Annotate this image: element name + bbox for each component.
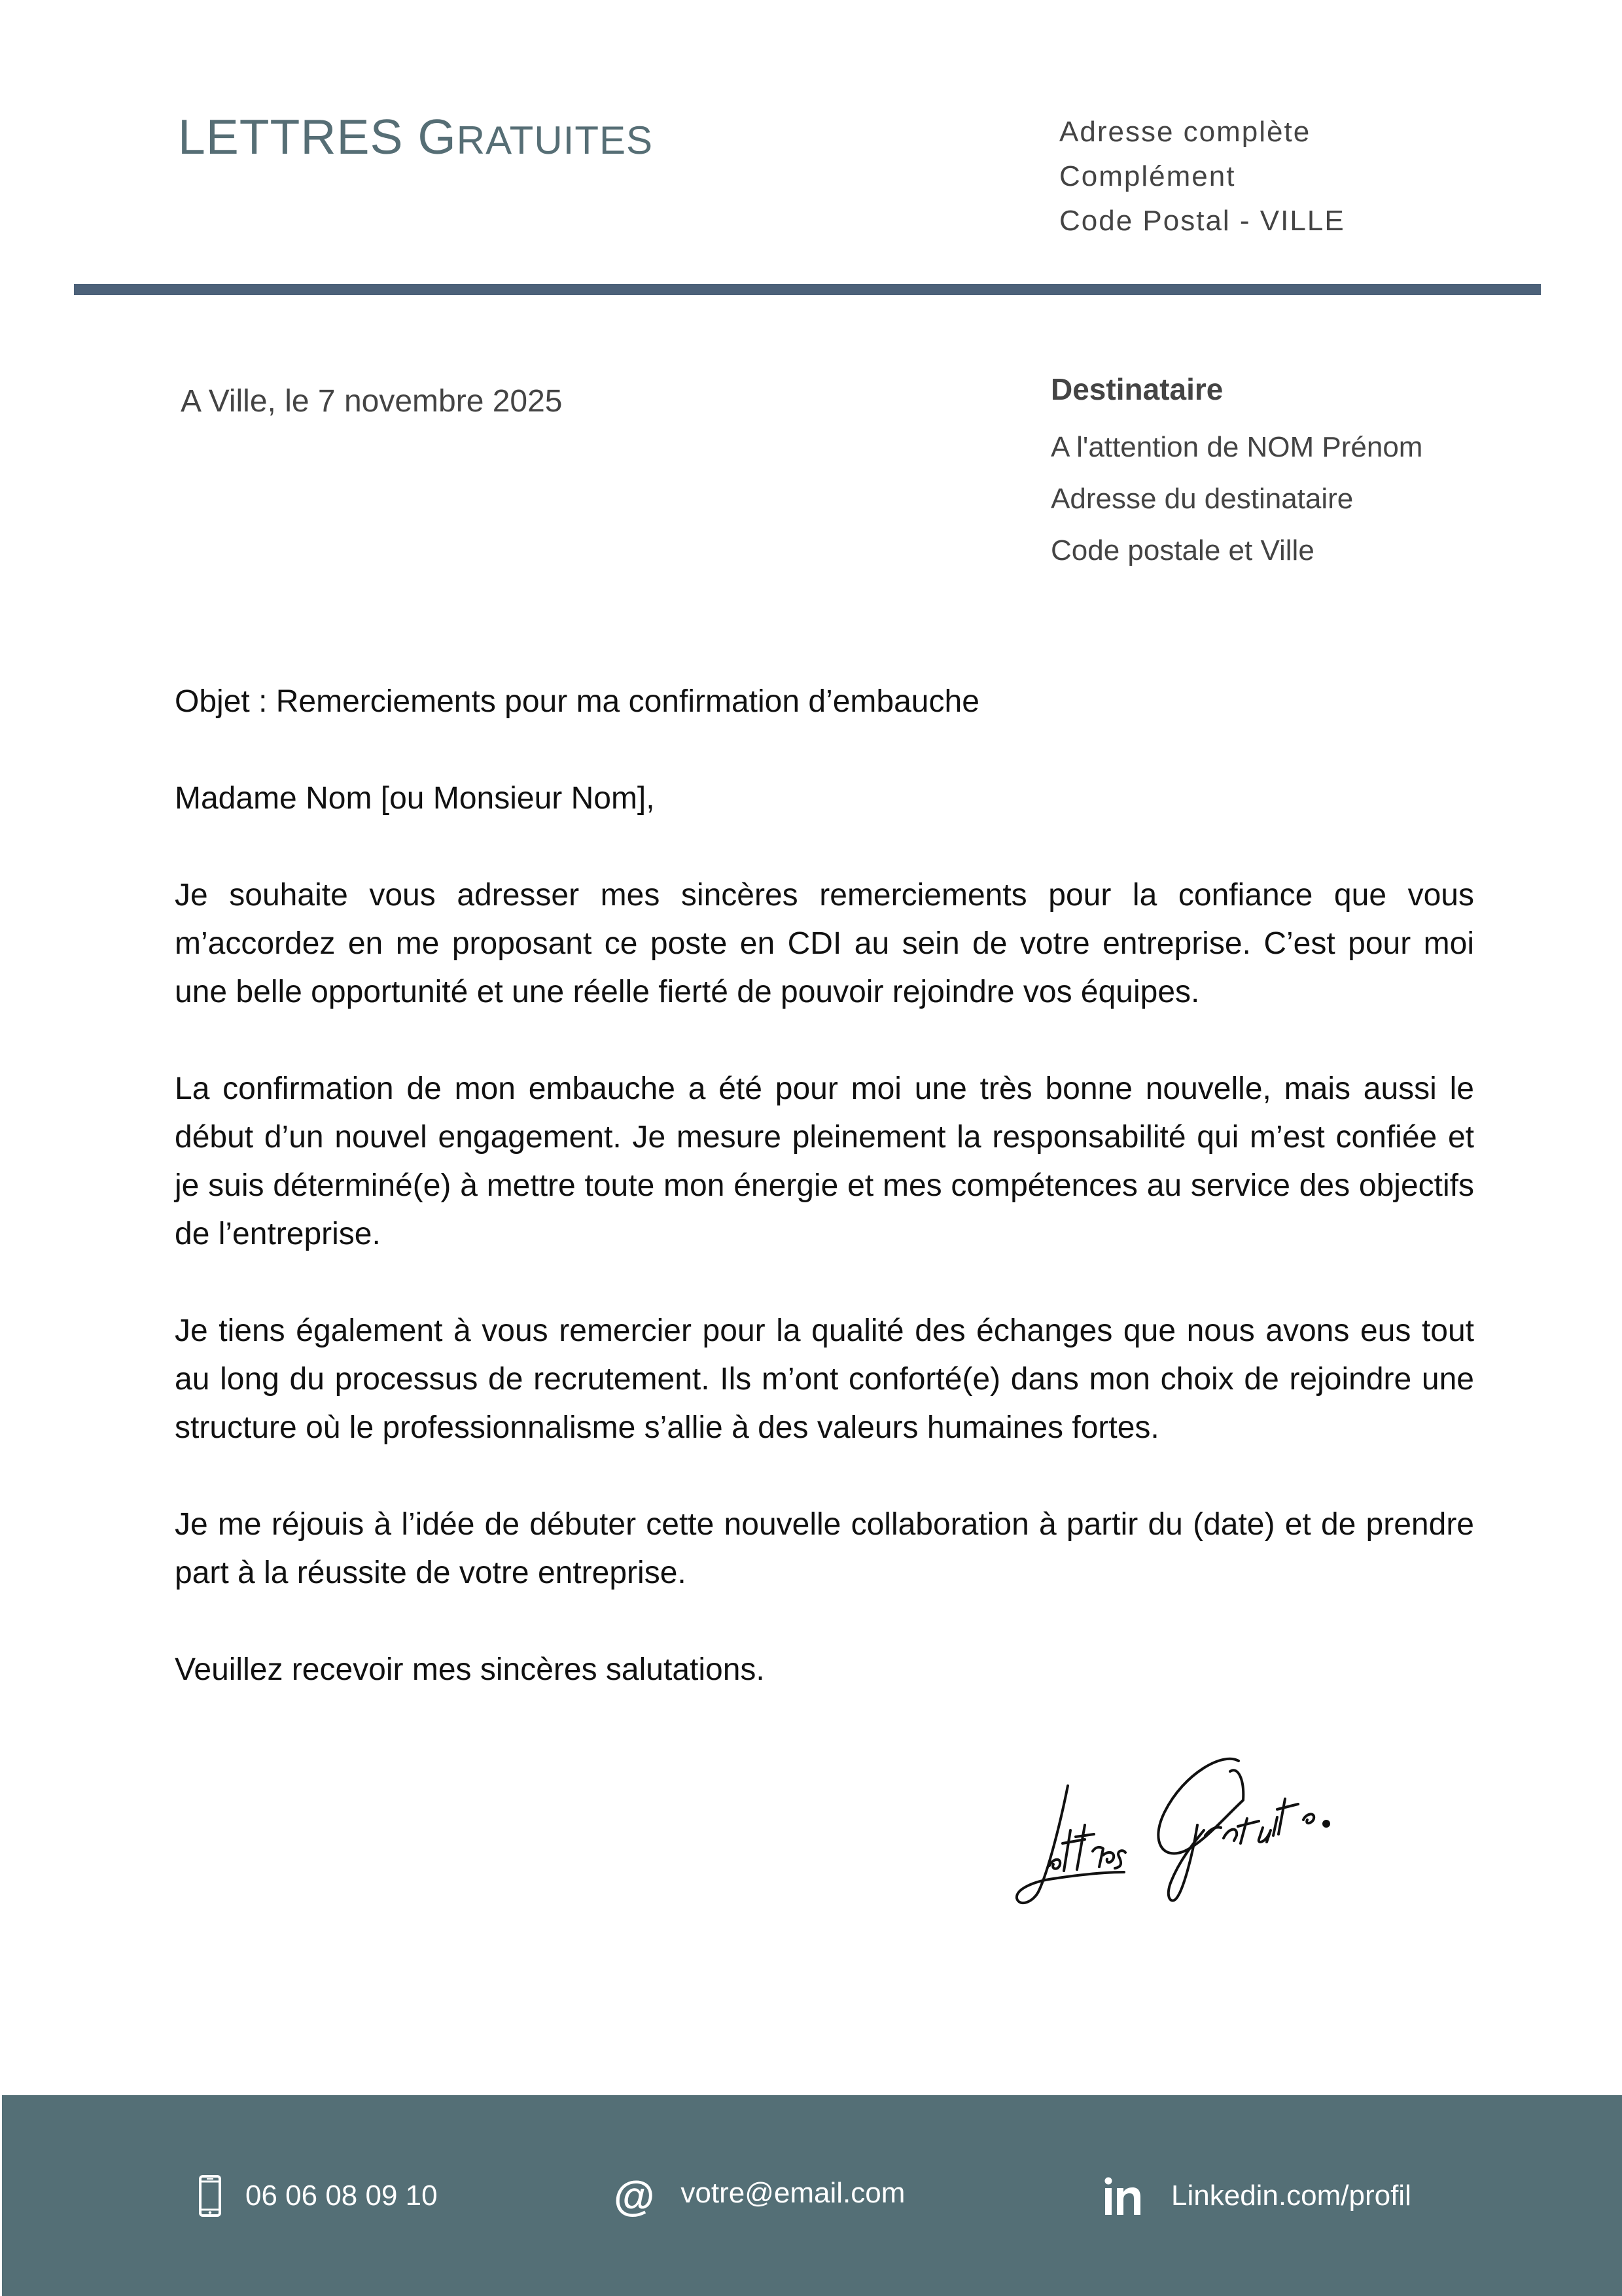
at-sign-icon: @ xyxy=(614,2172,655,2219)
letter-closing: Veuillez recevoir mes sincères salutations. xyxy=(175,1652,765,1687)
signature-graphic xyxy=(1008,1753,1400,1910)
sender-address-line: Complément xyxy=(1059,160,1236,192)
recipient-block xyxy=(1051,372,1422,576)
email-address[interactable]: votre@email.com xyxy=(680,2176,906,2209)
phone-number[interactable]: 06 06 08 09 10 xyxy=(245,2179,438,2212)
linkedin-profile[interactable]: Linkedin.com/profil xyxy=(1171,2179,1411,2212)
linkedin-icon xyxy=(1104,2177,1141,2215)
signature xyxy=(1008,1753,1400,1910)
footer-phone xyxy=(198,2095,438,2296)
letter-salutation: Madame Nom [ou Monsieur Nom], xyxy=(175,781,655,816)
footer-linkedin xyxy=(1104,2095,1411,2296)
contact-footer xyxy=(2,2095,1622,2296)
smartphone-icon xyxy=(198,2175,222,2217)
sender-address-line: Adresse complète xyxy=(1059,116,1311,148)
letter-paragraph: Je souhaite vous adresser mes sincères remerciements pour la confiance que vous m’accordez en me proposant ce poste en CDI au sein de votre entreprise. C’est pour moi une belle opportunité et une réelle fierté de pouvoir rejoindre vos équipes. xyxy=(175,878,1474,1009)
letter-paragraph: Je tiens également à vous remercier pour la qualité des échanges que nous avons eus tout au long du processus de recrutement. Ils m’ont conforté(e) dans mon choix de rejoindre une structure où le professionnalisme s’allie à des valeurs humaines fortes. xyxy=(175,1313,1474,1445)
sender-address xyxy=(1059,110,1345,243)
brand-main: LETTRES xyxy=(178,109,404,164)
brand-initial: G xyxy=(417,109,457,164)
brand-title xyxy=(178,109,654,164)
letter-body xyxy=(175,678,1474,1743)
letter-subject: Objet : Remerciements pour ma confirmation d’embauche xyxy=(175,684,979,719)
header-divider xyxy=(74,284,1541,295)
footer-email xyxy=(614,2095,905,2296)
letter-paragraph: Je me réjouis à l’idée de débuter cette nouvelle collaboration à partir du (date) et de prendre part à la réussite de votre entreprise. xyxy=(175,1507,1474,1590)
sender-address-line: Code Postal - VILLE xyxy=(1059,205,1345,237)
recipient-title: Destinataire xyxy=(1051,372,1224,406)
letter-paragraph: La confirmation de mon embauche a été pour moi une très bonne nouvelle, mais aussi le début d’un nouvel engagement. Je mesure pleinement la responsabilité qui m’est confiée et je suis déterminé(e) à mettre toute mon énergie et mes compétences au service des objectifs de l’entreprise. xyxy=(175,1071,1474,1251)
recipient-line: Adresse du destinataire xyxy=(1051,483,1354,515)
brand-rest: RATUITES xyxy=(456,118,654,162)
recipient-line: Code postale et Ville xyxy=(1051,534,1314,566)
date-line: A Ville, le 7 novembre 2025 xyxy=(181,384,563,419)
recipient-line: A l'attention de NOM Prénom xyxy=(1051,431,1423,463)
